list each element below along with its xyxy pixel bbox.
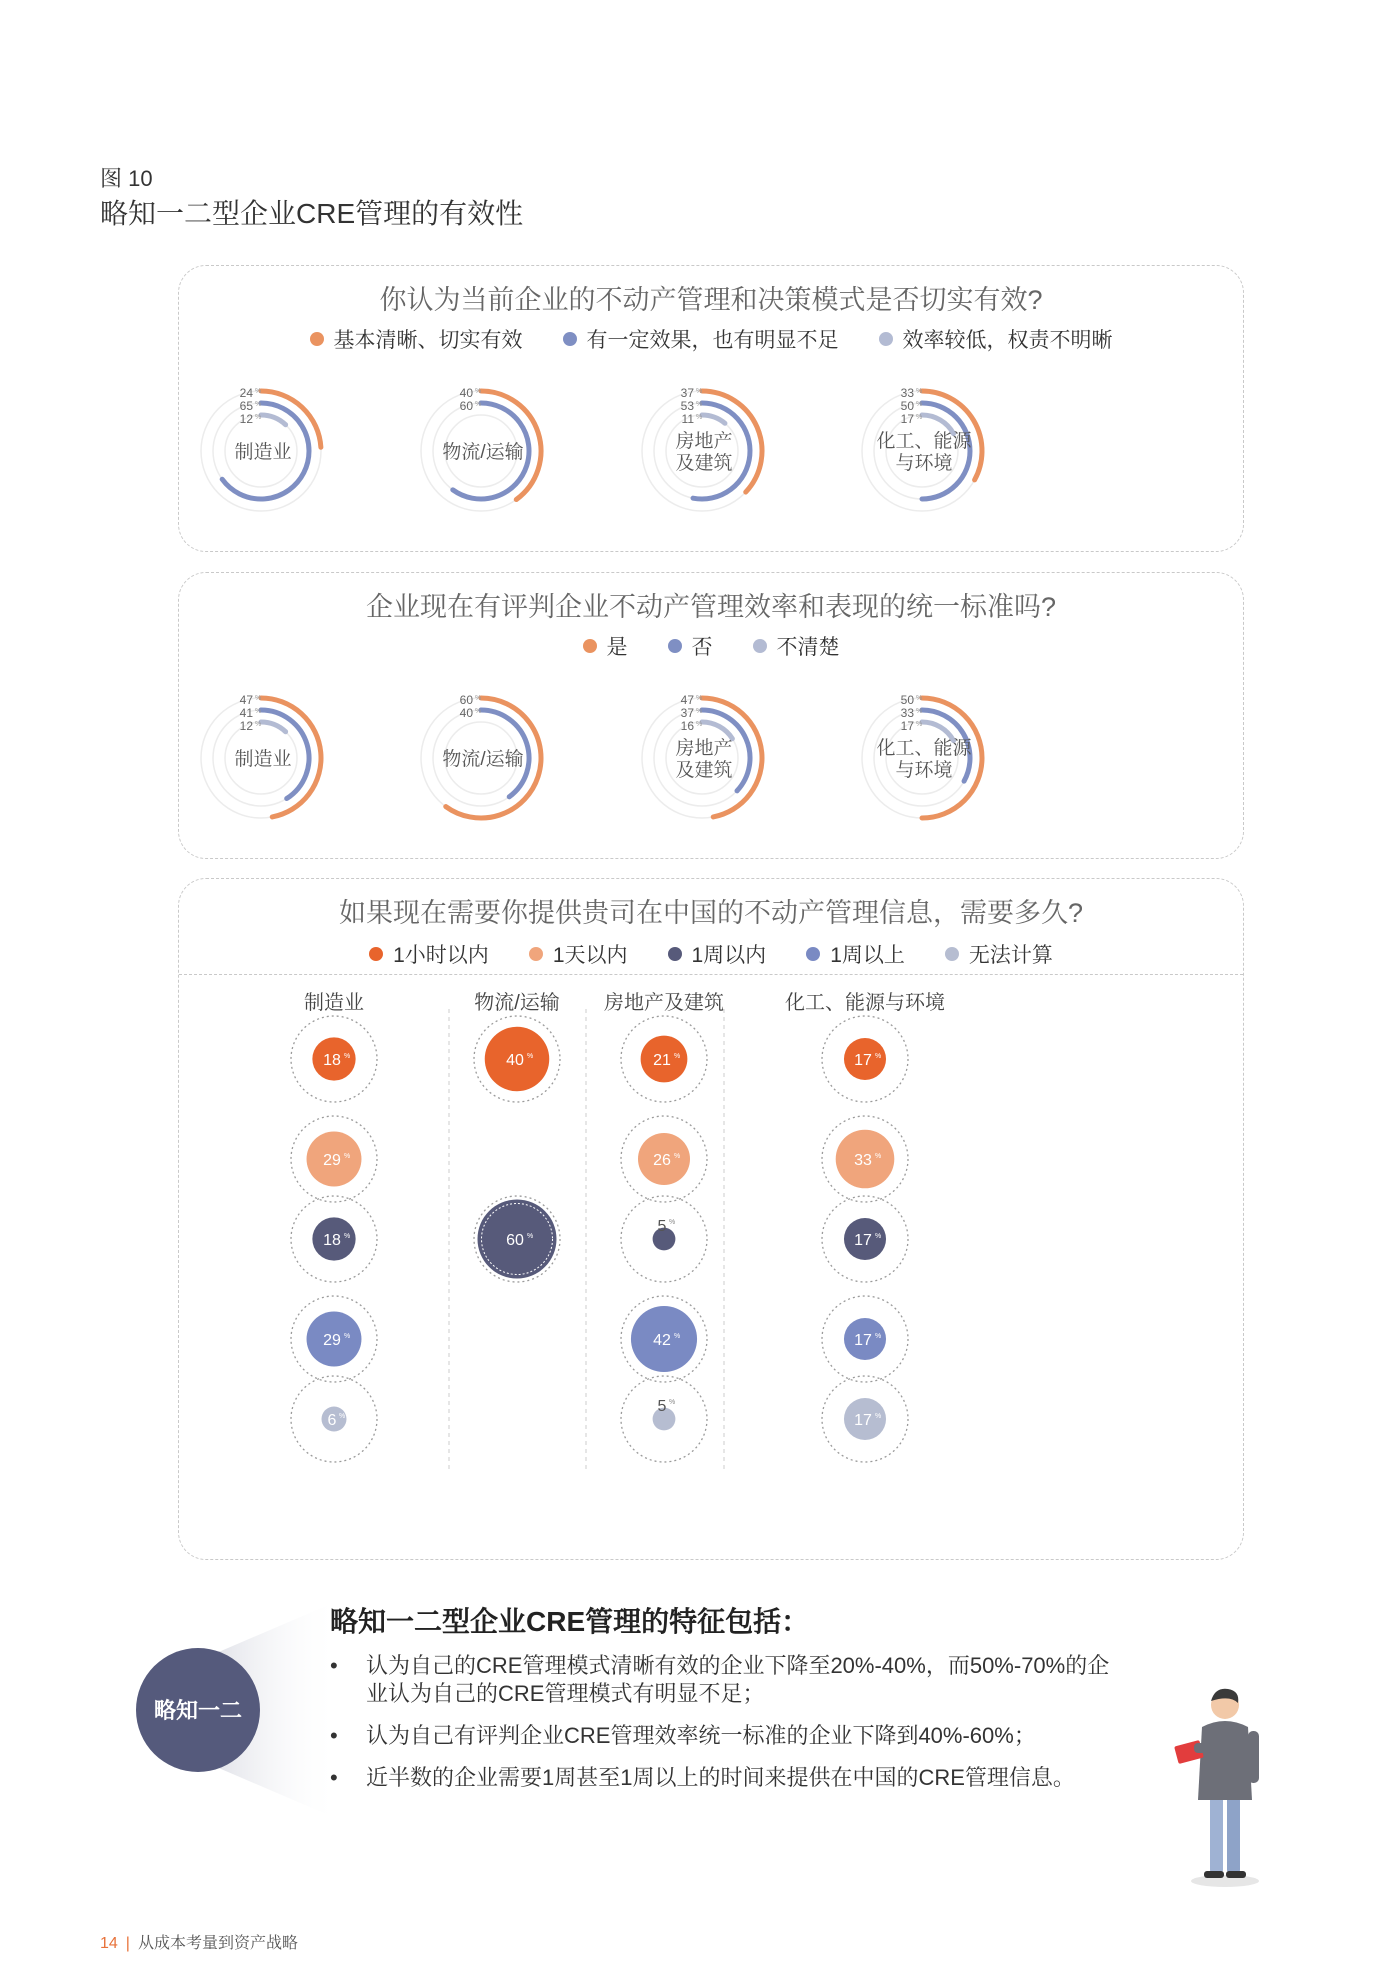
value-label: 33 xyxy=(900,706,914,720)
bubble-value: 42 xyxy=(653,1332,671,1349)
value-label: 53 xyxy=(680,399,694,413)
bubble-value: 29 xyxy=(323,1332,341,1349)
summary-bullet xyxy=(330,1764,1130,1792)
percent-sign: % xyxy=(527,1233,534,1240)
bubble-value: 17 xyxy=(854,1232,872,1249)
bubble xyxy=(621,1296,707,1382)
question-title: 企业现在有评判企业不动产管理效率和表现的统一标准吗? xyxy=(365,592,1056,622)
question-title: 如果现在需要你提供贵司在中国的不动产管理信息，需要多久? xyxy=(338,898,1083,928)
percent-sign: % xyxy=(344,1053,351,1060)
legend-item xyxy=(879,324,1113,354)
bubble xyxy=(822,1196,908,1282)
legend-dot xyxy=(668,947,682,961)
value-label: 50 xyxy=(900,693,914,707)
bubble-value: 60 xyxy=(506,1232,524,1249)
radial-chart xyxy=(179,361,1243,551)
legend-label: 1周以内 xyxy=(691,944,767,967)
percent-sign: % xyxy=(916,708,923,715)
percent-sign: % xyxy=(696,401,703,408)
legend-label: 是 xyxy=(606,636,628,659)
value-label: 47 xyxy=(680,693,694,707)
ring-arc xyxy=(261,391,321,447)
badge-text: 略知一二 xyxy=(153,1698,243,1723)
person-illustration xyxy=(1170,1685,1280,1890)
category-label: 物流/运输 xyxy=(442,749,524,770)
bubble-chart xyxy=(179,989,1243,1549)
ring-arc xyxy=(261,415,286,425)
page-number: 14 xyxy=(100,1935,118,1952)
value-label: 50 xyxy=(900,399,914,413)
legend-dot xyxy=(529,947,543,961)
legend-dot xyxy=(369,947,383,961)
legend xyxy=(179,324,1243,354)
bullet-mark: • xyxy=(330,1765,338,1790)
percent-sign: % xyxy=(696,388,703,395)
bubble-value: 33 xyxy=(854,1152,872,1169)
radial-group xyxy=(642,386,762,511)
badge-graphic xyxy=(130,1590,360,1830)
value-label: 33 xyxy=(900,386,914,400)
radial-chart xyxy=(179,668,1243,858)
percent-sign: % xyxy=(696,721,703,728)
category-label: 及建筑 xyxy=(675,760,733,781)
legend-dot xyxy=(753,639,767,653)
legend-dot xyxy=(945,947,959,961)
value-label: 11 xyxy=(681,412,694,426)
legend-label: 不清楚 xyxy=(776,636,840,659)
percent-sign: % xyxy=(875,1333,882,1340)
value-label: 37 xyxy=(680,386,694,400)
bullet-text: 认为自己有评判企业CRE管理效率统一标准的企业下降到40%-60%； xyxy=(366,1723,1036,1748)
value-label: 40 xyxy=(459,386,473,400)
percent-sign: % xyxy=(669,1399,676,1406)
radial-group xyxy=(421,386,541,511)
legend-label: 效率较低，权责不明晰 xyxy=(902,329,1113,352)
category-label: 及建筑 xyxy=(675,453,733,474)
percent-sign: % xyxy=(916,401,923,408)
bubble-value: 5 xyxy=(657,1398,667,1415)
percent-sign: % xyxy=(344,1233,351,1240)
legend-item xyxy=(668,939,767,969)
percent-sign: % xyxy=(344,1153,351,1160)
bubble-value: 18 xyxy=(323,1052,341,1069)
value-label: 16 xyxy=(680,719,694,733)
value-label: 12 xyxy=(239,412,253,426)
bullet-text: 认为自己的CRE管理模式清晰有效的企业下降至20%-40%，而50%-70%的企业认为自己的CRE管理模式有明显不足； xyxy=(366,1653,1110,1706)
category-label: 与环境 xyxy=(895,760,953,781)
value-label: 41 xyxy=(239,706,253,720)
bubble xyxy=(474,1016,560,1102)
legend-item xyxy=(369,939,489,969)
category-label: 与环境 xyxy=(895,453,953,474)
percent-sign: % xyxy=(696,414,703,421)
category-label: 制造业 xyxy=(234,442,292,463)
bullet-mark: • xyxy=(330,1723,338,1748)
value-label: 17 xyxy=(900,412,914,426)
value-label: 47 xyxy=(239,693,253,707)
bubble xyxy=(822,1296,908,1382)
bubble xyxy=(291,1376,377,1462)
radial-group xyxy=(201,693,321,818)
percent-sign: % xyxy=(916,721,923,728)
bubble xyxy=(822,1376,908,1462)
legend xyxy=(179,631,1243,661)
legend-item xyxy=(563,324,839,354)
legend-item xyxy=(945,939,1053,969)
bubble xyxy=(621,1196,707,1282)
question-title: 你认为当前企业的不动产管理和决策模式是否切实有效? xyxy=(379,285,1043,315)
category-label: 化工、能源 xyxy=(876,738,972,759)
legend-label: 1小时以内 xyxy=(393,944,489,967)
bubble xyxy=(822,1016,908,1102)
percent-sign: % xyxy=(875,1233,882,1240)
legend-label: 基本清晰、切实有效 xyxy=(333,329,523,352)
percent-sign: % xyxy=(255,695,262,702)
bullet-mark: • xyxy=(330,1653,338,1678)
legend-dot xyxy=(583,639,597,653)
legend-dot xyxy=(879,332,893,346)
legend-dot xyxy=(806,947,820,961)
legend-item xyxy=(529,939,628,969)
panel-effectiveness xyxy=(178,265,1244,552)
bubble-value: 40 xyxy=(506,1052,524,1069)
percent-sign: % xyxy=(475,401,482,408)
percent-sign: % xyxy=(916,388,923,395)
column-header: 房地产及建筑 xyxy=(604,992,724,1014)
legend-dot xyxy=(668,639,682,653)
bubble-value: 29 xyxy=(323,1152,341,1169)
footer-text: 从成本考量到资产战略 xyxy=(137,1935,298,1952)
footer xyxy=(100,1930,298,1953)
percent-sign: % xyxy=(875,1153,882,1160)
legend-item xyxy=(583,631,628,661)
legend-label: 1天以内 xyxy=(552,944,628,967)
value-label: 65 xyxy=(239,399,253,413)
bubble xyxy=(291,1116,377,1202)
bubble xyxy=(291,1196,377,1282)
legend xyxy=(179,939,1243,969)
radial-group xyxy=(862,386,982,511)
percent-sign: % xyxy=(255,414,262,421)
legend-label: 否 xyxy=(691,636,713,659)
value-label: 60 xyxy=(459,399,473,413)
bubble xyxy=(621,1116,707,1202)
legend-item xyxy=(753,631,840,661)
category-label: 化工、能源 xyxy=(876,431,972,452)
percent-sign: % xyxy=(527,1053,534,1060)
footer-separator: | xyxy=(125,1935,130,1952)
figure-title: 略知一二型企业CRE管理的有效性 xyxy=(100,198,524,229)
legend-label: 有一定效果，也有明显不足 xyxy=(586,329,839,352)
legend-item xyxy=(806,939,905,969)
bubble-value: 6 xyxy=(327,1412,337,1429)
percent-sign: % xyxy=(875,1053,882,1060)
radial-group xyxy=(642,693,762,818)
radial-group xyxy=(862,693,982,818)
column-header: 化工、能源与环境 xyxy=(785,992,945,1014)
percent-sign: % xyxy=(674,1153,681,1160)
category-label: 房地产 xyxy=(675,431,733,452)
percent-sign: % xyxy=(916,695,923,702)
legend-dot xyxy=(310,332,324,346)
category-label: 物流/运输 xyxy=(442,442,524,463)
bubble-value: 5 xyxy=(657,1218,667,1235)
bubble xyxy=(621,1016,707,1102)
radial-group xyxy=(201,386,321,511)
bubble-value: 17 xyxy=(854,1332,872,1349)
bubble xyxy=(621,1376,707,1462)
category-label: 房地产 xyxy=(675,738,733,759)
percent-sign: % xyxy=(475,695,482,702)
bullet-text: 近半数的企业需要1周甚至1周以上的时间来提供在中国的CRE管理信息。 xyxy=(366,1765,1075,1790)
value-label: 37 xyxy=(680,706,694,720)
value-label: 12 xyxy=(239,719,253,733)
bubble-value: 17 xyxy=(854,1052,872,1069)
column-header: 制造业 xyxy=(304,992,364,1014)
bubble xyxy=(291,1296,377,1382)
panel-info-time xyxy=(178,878,1244,1560)
value-label: 24 xyxy=(239,386,253,400)
radial-group xyxy=(421,693,541,818)
percent-sign: % xyxy=(475,388,482,395)
summary-bullet xyxy=(330,1722,1130,1750)
legend-item xyxy=(310,324,523,354)
value-label: 17 xyxy=(900,719,914,733)
percent-sign: % xyxy=(674,1333,681,1340)
bubble-value: 17 xyxy=(854,1412,872,1429)
percent-sign: % xyxy=(339,1413,346,1420)
summary-title: 略知一二型企业CRE管理的特征包括： xyxy=(330,1606,810,1637)
legend-item xyxy=(668,631,713,661)
percent-sign: % xyxy=(344,1333,351,1340)
legend-label: 无法计算 xyxy=(968,944,1053,967)
bubble xyxy=(822,1116,908,1202)
ring-arc xyxy=(702,415,725,423)
column-header: 物流/运输 xyxy=(474,992,560,1014)
bubble-value: 26 xyxy=(653,1152,671,1169)
bubble xyxy=(291,1016,377,1102)
percent-sign: % xyxy=(255,721,262,728)
value-label: 60 xyxy=(459,693,473,707)
percent-sign: % xyxy=(875,1413,882,1420)
percent-sign: % xyxy=(669,1219,676,1226)
percent-sign: % xyxy=(255,388,262,395)
percent-sign: % xyxy=(696,708,703,715)
summary xyxy=(330,1600,1130,1806)
value-label: 40 xyxy=(459,706,473,720)
figure-number: 图 10 xyxy=(100,166,153,191)
percent-sign: % xyxy=(255,708,262,715)
bubble-value: 21 xyxy=(653,1052,671,1069)
percent-sign: % xyxy=(475,708,482,715)
panel-divider xyxy=(179,974,1243,975)
legend-label: 1周以上 xyxy=(830,944,905,967)
category-label: 制造业 xyxy=(234,749,292,770)
ring-arc xyxy=(261,722,286,732)
legend-dot xyxy=(563,332,577,346)
bubble xyxy=(474,1196,560,1282)
summary-bullet xyxy=(330,1652,1130,1708)
panel-standard xyxy=(178,572,1244,859)
percent-sign: % xyxy=(674,1053,681,1060)
percent-sign: % xyxy=(255,401,262,408)
ring-arc xyxy=(702,722,732,739)
percent-sign: % xyxy=(916,414,923,421)
bubble-value: 18 xyxy=(323,1232,341,1249)
percent-sign: % xyxy=(696,695,703,702)
